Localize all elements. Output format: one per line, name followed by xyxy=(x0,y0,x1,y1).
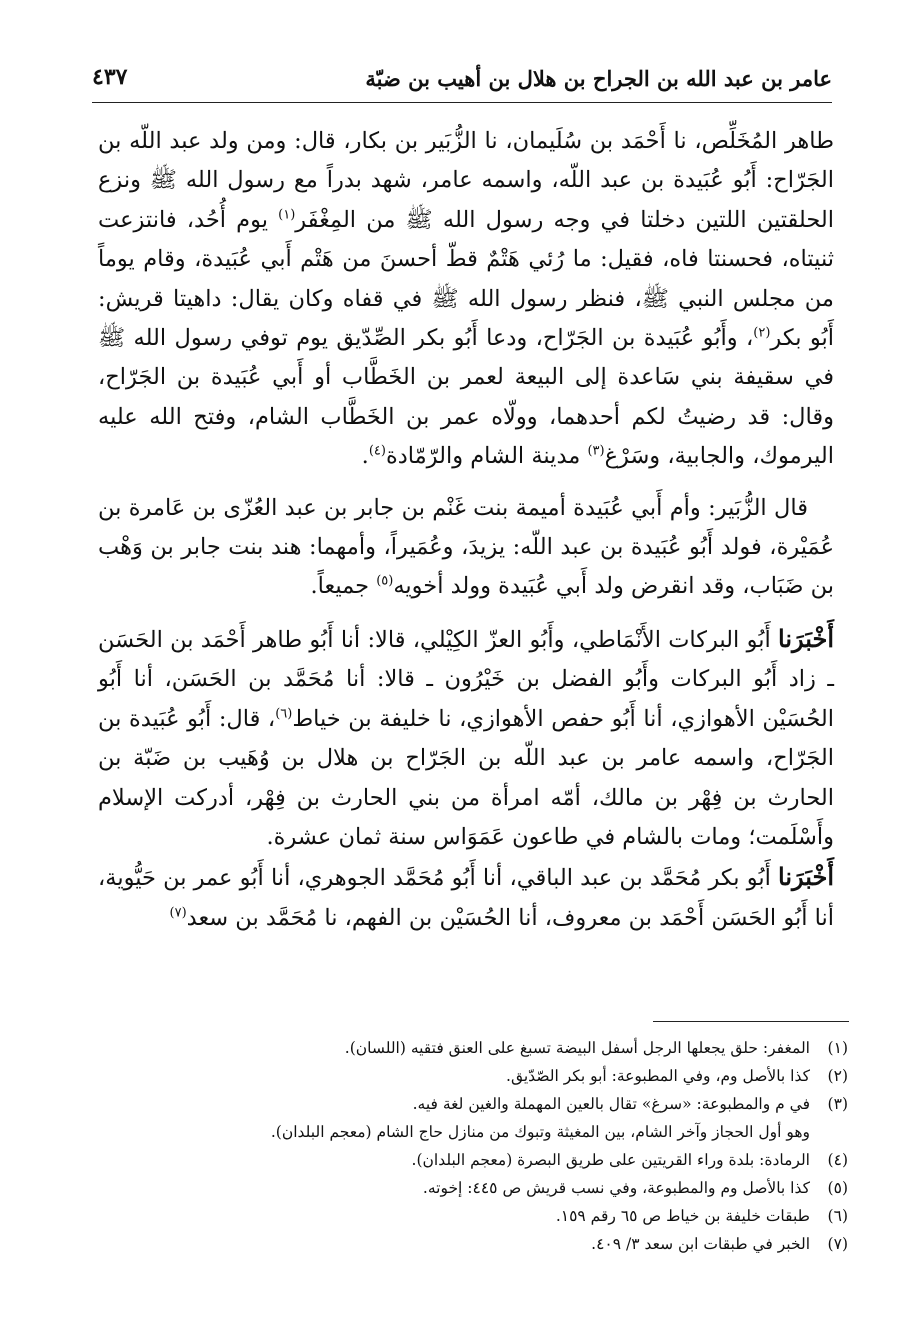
footnote-marker-1: (١) xyxy=(278,207,296,223)
footnote-marker-5: (٥) xyxy=(376,573,394,589)
footnote-marker-6: (٦) xyxy=(275,706,293,722)
footnote-2 xyxy=(200,1062,848,1090)
footnote-7 xyxy=(200,1230,848,1258)
running-title: عامر بن عبد الله بن الجراح بن هلال بن أهيب بن ضبّة xyxy=(365,66,832,91)
chain-lead-word: أَخْبَرَنا xyxy=(778,862,834,892)
footnote-number: (٧) xyxy=(827,1235,848,1253)
footnote-5 xyxy=(200,1174,848,1202)
footnote-number: (٥) xyxy=(827,1179,848,1197)
footnote-text: كذا بالأصل وم، وفي المطبوعة: أبو بكر الصّدّيق. xyxy=(506,1067,810,1085)
page-number: ٤٣٧ xyxy=(92,64,128,90)
paragraph-1: طاهر المُخَلِّص، نا أَحْمَد بن سُلَيمان، نا الزُّبَير بن بكار، قال: ومن ولد عبد اللّه بن الجَرّاح: أَبُو عُبَيدة بن عبد اللّه، واسمه عامر، شهد بدراً مع رسول الله ﷺ ونزع الحلقتين اللتين دخلتا في وجه رسول الله ﷺ من المِغْفَر$^{(١)}$ يوم أُحُد، فانتزعت ثنيتاه، فحسنتا فاه، فقيل: ما رُئي هَتْمٌ قطّ أحسنَ من هَتْم أَبي عُبَيدة، وقام يوماً من مجلس النبي ﷺ، فنظر رسول الله ﷺ في قفاه وكان يقال: داهيتا قريش: أَبُو بكر$^{(٢)}$، وأَبُو عُبَيدة بن الجَرّاح، ودعا أَبُو بكر الصِّدّيق يوم توفي رسول الله ﷺ في سقيفة بني سَاعدة إلى البيعة لعمر بن الخَطَّاب أو أَبي عُبَيدة بن الجَرّاح، وقال: قد رضيتُ لكم أحدهما، وولّاه عمر بن الخَطَّاب الشام، وفتح الله عليه اليرموك، والجابية، وسَرْغ$^{(٣)}$ مدينة الشام والرّمّادة$^{(٤)}$. xyxy=(98,128,834,470)
footnote-number: (٢) xyxy=(827,1067,848,1085)
footnote-number: (٤) xyxy=(827,1151,848,1169)
footnote-4 xyxy=(200,1146,848,1174)
footnote-number: (١) xyxy=(827,1039,848,1057)
footnote-text: الخبر في طبقات ابن سعد ٣/ ٤٠٩. xyxy=(591,1235,810,1253)
footnote-text: المغفر: حلق يجعلها الرجل أسفل البيضة تسبغ على العنق فتقيه (اللسان). xyxy=(344,1039,810,1057)
page-header xyxy=(92,62,832,103)
footnote-marker-4: (٤) xyxy=(368,443,386,459)
footnote-3 xyxy=(200,1090,848,1146)
footnote-separator xyxy=(653,1021,849,1022)
main-text xyxy=(98,122,834,938)
footnote-text: كذا بالأصل وم والمطبوعة، وفي نسب قريش ص ٤٤٥: إخوته. xyxy=(422,1179,810,1197)
footnote-text-continued: وهو أول الحجاز وآخر الشام، بين المغيثة وتبوك من منازل حاج الشام (معجم البلدان). xyxy=(270,1123,810,1141)
footnote-text: طبقات خليفة بن خياط ص ٦٥ رقم ١٥٩. xyxy=(555,1207,810,1225)
footnote-1 xyxy=(200,1034,848,1062)
footnote-number: (٦) xyxy=(827,1207,848,1225)
footnote-6 xyxy=(200,1202,848,1230)
paragraph-4: أَخْبَرَنا أَبُو بكر مُحَمَّد بن عبد الباقي، أنا أَبُو مُحَمَّد الجوهري، أنا أَبُو عمر بن حَيُّوية، أنا أَبُو الحَسَن أَحْمَد بن معروف، أنا الحُسَيْن بن الفهم، نا مُحَمَّد بن سعد$^{(٧)}$ xyxy=(98,862,834,931)
paragraph-3: أَخْبَرَنا أَبُو البركات الأَنْمَاطي، وأَبُو العزّ الكِيْلي، قالا: أنا أَبُو طاهر أَحْمَد بن الحَسَن ـ زاد أَبُو البركات وأَبُو الفضل بن خَيْرُون ـ قالا: أنا مُحَمَّد بن الحَسَن، أنا أَبُو الحُسَيْن الأهوازي، أنا أَبُو حفص الأهوازي، نا خليفة بن خياط$^{(٦)}$، قال: أَبُو عُبَيدة بن الجَرّاح، واسمه عامر بن عبد اللّه بن الجَرّاح بن هلال بن وُهَيب بن ضَبّة بن الحارث بن فِهْر بن مالك، أمّه امرأة من بني الحارث بن فِهْر، أدركت الإسلام وأَسْلَمت؛ ومات بالشام في طاعون عَمَوَاس سنة ثمان عشرة. xyxy=(98,623,834,850)
footnote-number: (٣) xyxy=(827,1095,848,1113)
footnotes xyxy=(200,1034,848,1258)
paragraph-2: قال الزُّبَير: وأم أَبي عُبَيدة أميمة بنت غَنْم بن جابر بن عبد العُزّى بن عَامرة بن عُمَيْرة، فولد أَبُو عُبَيدة بن عبد اللّه: يزيدَ، وعُمَيراً، وأمهما: هند بنت جابر بن وَهْب بن ضَبَاب، وقد انقرض ولد أَبي عُبَيدة وولد أخويه$^{(٥)}$ جميعاً. xyxy=(98,494,834,600)
footnote-marker-7: (٧) xyxy=(169,905,187,921)
footnote-text: في م والمطبوعة: «سرغ» تقال بالعين المهملة والغين لغة فيه. xyxy=(412,1095,810,1113)
chain-lead-word: أَخْبَرَنا xyxy=(778,623,834,653)
footnote-marker-2: (٢) xyxy=(753,325,771,341)
footnote-text: الرمادة: بلدة وراء القريتين على طريق البصرة (معجم البلدان). xyxy=(411,1151,810,1169)
footnote-marker-3: (٣) xyxy=(587,443,605,459)
